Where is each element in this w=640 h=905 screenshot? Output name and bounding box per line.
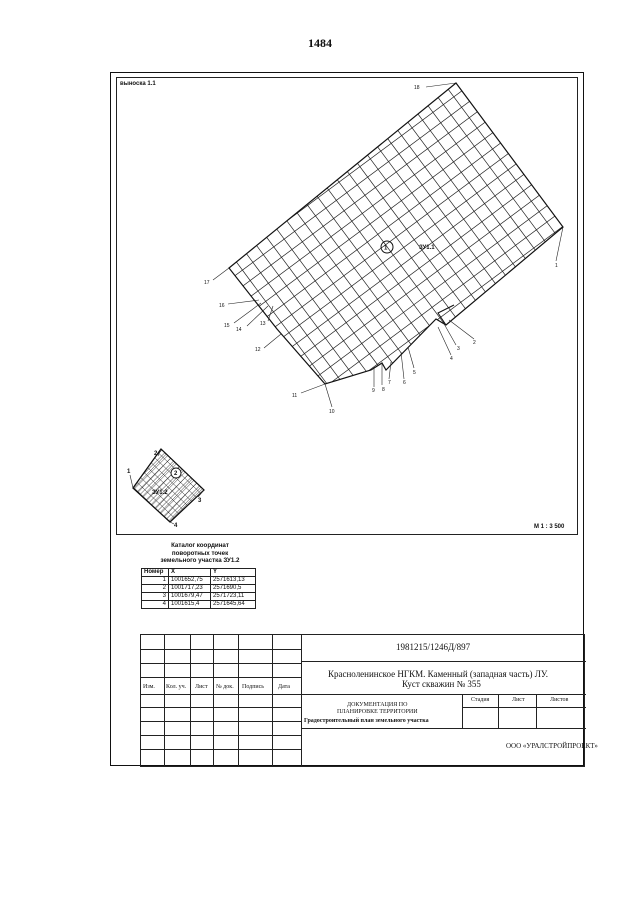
- table-cell: 2571613,13: [211, 577, 256, 585]
- grid-line: [284, 280, 578, 535]
- grid-line: [176, 134, 578, 535]
- inset-point-label: 4: [174, 523, 178, 529]
- grid-line: [356, 77, 578, 411]
- grid-line: [116, 77, 562, 535]
- point-label: 4: [450, 356, 453, 362]
- grid-line: [116, 77, 578, 382]
- grid-line: [277, 270, 578, 535]
- inset-point-label: 2: [154, 451, 158, 457]
- grid-line: [116, 405, 253, 535]
- grid-line: [116, 77, 508, 194]
- table-cell: 1001679,47: [169, 593, 211, 601]
- title-block: [140, 634, 598, 767]
- doc-title: Градостроительный план земельного участка: [304, 718, 429, 724]
- grid-line: [116, 77, 484, 163]
- point-label: 8: [382, 387, 385, 393]
- catalog-table: [141, 568, 256, 609]
- table-cell: 1001615,4: [169, 601, 211, 609]
- grid-line: [152, 103, 578, 535]
- grid-line: [261, 249, 578, 535]
- point-label: 16: [219, 303, 225, 309]
- grid-line: [116, 77, 500, 183]
- grid-line: [116, 77, 578, 413]
- table-row: [142, 577, 256, 585]
- table-cell: 1001652,75: [169, 577, 211, 585]
- point-label: 11: [292, 393, 298, 399]
- grid-line: [189, 77, 578, 535]
- table-cell: 1: [142, 577, 169, 585]
- object-name-line2: Куст скважин № 355: [402, 679, 481, 689]
- table-cell: 2571645,64: [211, 601, 256, 609]
- grid-line: [116, 77, 578, 444]
- grid-line: [345, 77, 578, 419]
- inset-label: выноска 1.1: [120, 81, 156, 87]
- grid-line: [116, 77, 572, 535]
- table-cell: 4: [142, 601, 169, 609]
- stamp-col-header: Подпись: [242, 684, 265, 690]
- table-row: [142, 585, 256, 593]
- sheet-header: Лист: [512, 697, 525, 703]
- point-label: 10: [329, 409, 335, 415]
- grid-line: [207, 176, 578, 535]
- grid-line: [293, 77, 578, 457]
- grid-line: [387, 77, 578, 387]
- grid-line: [116, 77, 539, 236]
- table-cell: 2571723,11: [211, 593, 256, 601]
- catalog-title: [140, 542, 260, 565]
- grid-line: [129, 77, 578, 535]
- grid-line: [220, 77, 578, 512]
- scale-label: М 1 : 3 500: [534, 524, 565, 530]
- point-label: 7: [388, 380, 391, 386]
- grid-line: [210, 77, 578, 519]
- grid-line: [230, 207, 578, 535]
- point-label: 17: [204, 280, 210, 286]
- grid-line: [241, 77, 578, 496]
- catalog-title-line: земельного участка ЗУ1.2: [160, 557, 240, 565]
- stamp-col-header: Кол. уч.: [166, 684, 187, 690]
- column-header: X: [169, 569, 211, 577]
- grid-line: [116, 77, 578, 361]
- grid-line: [304, 77, 578, 450]
- point-label: 15: [224, 323, 230, 329]
- inset-plot: [116, 357, 298, 535]
- catalog-title-line: Каталог координат: [171, 542, 229, 549]
- column-header: Номер: [142, 569, 169, 577]
- catalog-title-line: поворотных точек: [171, 549, 229, 557]
- doc-type-line2: ПЛАНИРОВКЕ ТЕРРИТОРИИ: [337, 709, 418, 715]
- stamp-col-header: Дата: [278, 684, 290, 690]
- grid-line: [116, 77, 578, 486]
- grid-line: [116, 77, 578, 403]
- inset-plot-label: ЗУ1.2: [152, 490, 168, 496]
- grid-line: [408, 77, 578, 372]
- drawing-code: 1981215/1246Д/897: [396, 642, 471, 652]
- grid-line: [253, 238, 578, 535]
- grid-line: [137, 77, 578, 535]
- point-label: 9: [372, 388, 375, 394]
- grid-line: [116, 77, 578, 329]
- plot-grid: [116, 77, 578, 535]
- inset-point-label: 1: [127, 469, 131, 475]
- doc-type-line1: ДОКУМЕНТАЦИЯ ПО: [347, 702, 408, 708]
- grid-line: [160, 113, 578, 535]
- stamp-col-header: Лист: [195, 684, 208, 690]
- sheets-header: Листов: [550, 697, 569, 703]
- grid-line: [116, 77, 554, 256]
- stage-header: Стадия: [471, 697, 490, 703]
- plot-circle-label: 1: [384, 245, 388, 252]
- grid-line: [116, 396, 261, 534]
- grid-line: [116, 77, 578, 507]
- page-number: 1484: [308, 36, 332, 50]
- table-row: [142, 601, 256, 609]
- grid-line: [283, 77, 578, 465]
- grid-line: [116, 77, 578, 288]
- grid-line: [308, 311, 578, 535]
- inset-circle-label: 2: [174, 471, 178, 477]
- stamp-col-header: № док.: [216, 684, 234, 690]
- grid-line: [116, 77, 578, 319]
- grid-line: [238, 218, 578, 535]
- object-name-line1: Красноленинское НГКМ. Каменный (западная часть) ЛУ.: [328, 669, 548, 679]
- table-cell: 1001717,23: [169, 585, 211, 593]
- point-label: 1: [555, 263, 558, 269]
- grid-line: [116, 77, 562, 267]
- grid-line: [168, 77, 578, 535]
- point-label: 13: [260, 321, 266, 327]
- grid-line: [470, 77, 578, 325]
- grid-line: [116, 77, 578, 465]
- grid-line: [230, 77, 578, 504]
- table-header-row: [142, 569, 256, 577]
- grid-line: [335, 77, 578, 426]
- grid-line: [116, 77, 578, 517]
- point-label: 5: [413, 370, 416, 376]
- company-name: ООО «УРАЛСТРОЙПРОЕКТ»: [506, 742, 598, 750]
- point-leaders: [213, 83, 563, 407]
- stamp-col-header: Изм.: [143, 684, 155, 690]
- grid-line: [126, 77, 578, 535]
- grid-line: [137, 82, 578, 535]
- grid-line: [116, 77, 515, 204]
- grid-line: [300, 301, 578, 535]
- grid-line: [147, 77, 578, 535]
- grid-line: [292, 291, 578, 535]
- point-label: 2: [473, 340, 476, 346]
- grid-line: [116, 77, 578, 350]
- grid-line: [439, 77, 578, 349]
- grid-line: [222, 197, 578, 535]
- point-label: 3: [457, 346, 460, 352]
- column-header: Y: [211, 569, 256, 577]
- grid-line: [191, 155, 578, 535]
- grid-line: [116, 77, 578, 455]
- inset-point-label: 3: [198, 498, 202, 504]
- grid-line: [272, 77, 578, 473]
- site-plan: [116, 77, 578, 535]
- grid-line: [214, 186, 578, 535]
- grid-line: [314, 77, 578, 442]
- grid-line: [125, 388, 270, 526]
- grid-line: [116, 77, 578, 371]
- grid-line: [460, 77, 578, 333]
- grid-line: [120, 392, 265, 530]
- table-row: [142, 593, 256, 601]
- plot-boundary-zu1-1: [229, 83, 563, 384]
- grid-line: [262, 77, 578, 481]
- grid-line: [116, 77, 570, 277]
- grid-line: [116, 77, 578, 476]
- point-label: 18: [414, 85, 420, 91]
- grid-line: [183, 145, 578, 535]
- table-cell: 2: [142, 585, 169, 593]
- table-cell: 2571690,5: [211, 585, 256, 593]
- grid-line: [116, 77, 578, 434]
- table-cell: 3: [142, 593, 169, 601]
- grid-line: [116, 401, 257, 535]
- point-label: 12: [255, 347, 261, 353]
- grid-line: [116, 77, 578, 496]
- grid-line: [168, 124, 578, 535]
- point-label: 14: [236, 327, 242, 333]
- point-label: 6: [403, 380, 406, 386]
- grid-line: [377, 77, 578, 395]
- plot-label: ЗУ1.1: [419, 245, 435, 251]
- grid-line: [324, 77, 578, 434]
- grid-line: [269, 259, 578, 535]
- grid-line: [116, 77, 578, 298]
